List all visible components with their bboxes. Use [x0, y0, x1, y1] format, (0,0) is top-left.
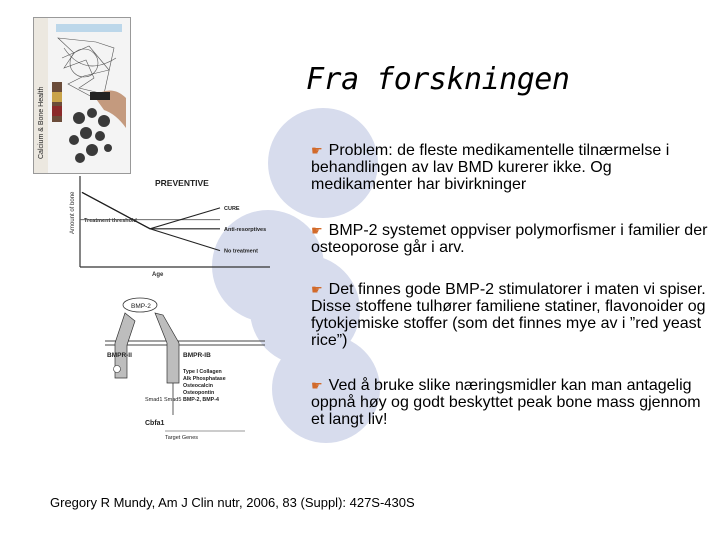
receptor-right — [155, 313, 179, 383]
bullet-item — [311, 142, 711, 193]
series-label: Anti-resorptives — [224, 226, 267, 233]
cover-spine-text: Calcium & Bone Health — [38, 86, 45, 159]
pointing-hand-icon: ☛ — [311, 223, 323, 238]
bullet-item — [311, 222, 711, 256]
x-axis-label: Age — [152, 272, 164, 278]
cover-illustration — [34, 18, 130, 173]
journal-cover-image — [33, 17, 131, 174]
slide-title: Fra forskningen — [306, 62, 570, 97]
pointing-hand-icon: ☛ — [311, 378, 323, 393]
receptor-left-label: BMPR-II — [107, 352, 132, 359]
pointing-hand-icon: ☛ — [311, 143, 323, 158]
pointing-hand-icon: ☛ — [311, 282, 323, 297]
chart-title: PREVENTIVE — [155, 178, 209, 188]
gene-item: Osteocalcin — [183, 383, 214, 389]
bullet-text: BMP-2 systemet oppviser polymorfismer i familier der osteoporose går i arv. — [311, 222, 708, 256]
bullet-item — [311, 281, 711, 349]
threshold-label: Treatment threshold — [84, 218, 137, 224]
gene-item: BMP-2, BMP-4 — [183, 397, 219, 403]
y-axis-label: Amount of bone — [70, 191, 76, 234]
bullet-text: Ved å bruke slike næringsmidler kan man antagelig oppnå høy og godt beskyttet peak bone mass gjennom et langt liv! — [311, 377, 701, 428]
gene-item: Type I Collagen — [183, 369, 222, 375]
smads-label: Smad1 Smad5 — [145, 397, 182, 403]
target-genes-label: Target Genes — [165, 435, 199, 441]
bullet-text: Det finnes gode BMP-2 stimulatorer i maten vi spiser. Disse stoffene tulhører familiene statiner, flavonoider og fytokjemiske stoffer (som det finnes mye av i ”red yeast rice”) — [311, 281, 706, 349]
ligand-label: BMP-2 — [131, 303, 151, 310]
phosphate-marker — [114, 366, 121, 373]
bullet-text: Problem: de fleste medikamentelle tilnærmelse i behandlingen av lav BMD kurerer ikke. Og medikamenter har bivirkninger — [311, 142, 670, 193]
tf-label: Cbfa1 — [145, 420, 165, 427]
receptor-right-label: BMPR-IB — [183, 352, 211, 359]
series-label: CURE — [224, 205, 240, 212]
citation: Gregory R Mundy, Am J Clin nutr, 2006, 83 (Suppl): 427S-430S — [50, 495, 415, 510]
series-label: No treatment — [224, 248, 258, 255]
gene-item: Alk Phosphatase — [183, 376, 226, 382]
bullet-item — [311, 377, 711, 428]
gene-item: Osteopontin — [183, 390, 215, 396]
bmp-pathway-diagram — [105, 283, 265, 443]
bone-mass-chart — [60, 172, 275, 282]
